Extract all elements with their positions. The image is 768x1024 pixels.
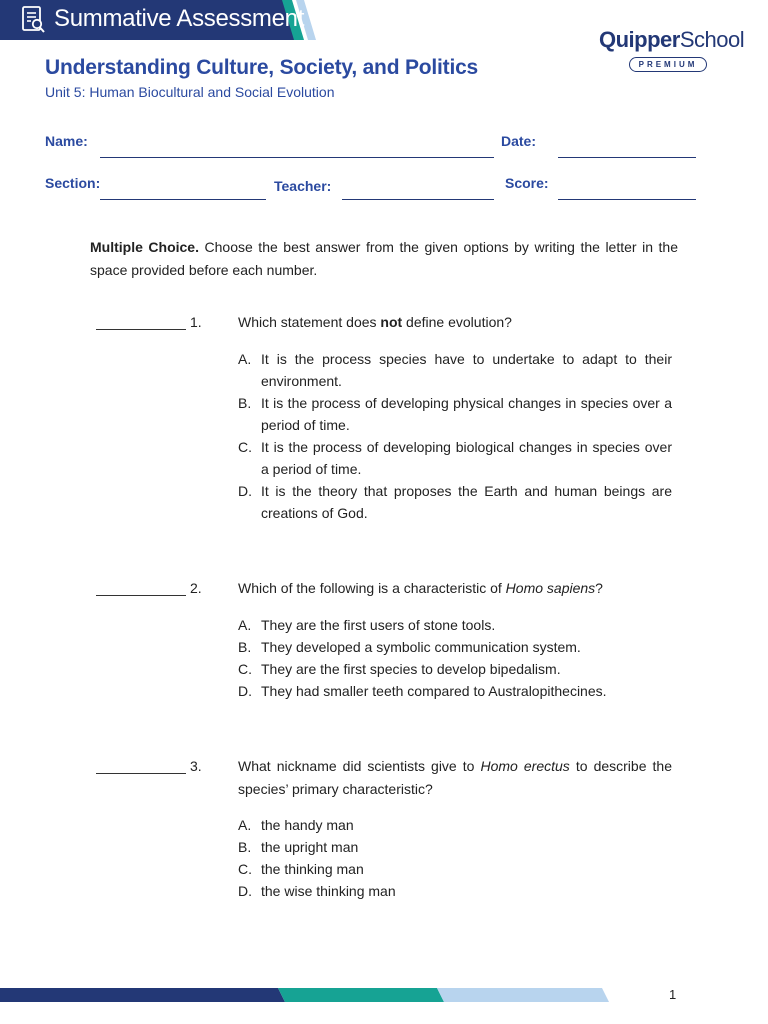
choice-text: the wise thinking man [261,883,396,899]
choice-letter: C. [238,861,252,877]
choice-letter: B. [238,395,252,411]
choice-letter: B. [238,639,252,655]
choice-letter: C. [238,661,252,677]
question-2-text-after: ? [595,580,603,596]
choice-1c [238,436,672,480]
assessment-document-icon [22,6,46,34]
choice-text: the handy man [261,817,354,833]
question-2-text-before: Which of the following is a characteristic of [238,580,506,596]
footer-bar-navy [0,988,285,1002]
choice-letter: D. [238,683,252,699]
score-label: Score: [505,175,549,191]
question-text-1 [238,311,672,334]
question-1-text-before: Which statement does [238,314,381,330]
choices-question-2 [238,614,672,702]
question-number-1: 1. [190,314,202,330]
quipper-school-logo [599,27,744,53]
choices-question-3 [238,814,672,902]
choice-3b [238,836,672,858]
choice-1d [238,480,672,524]
choice-letter: D. [238,483,252,499]
question-text-3 [238,755,672,801]
instructions-text: Choose the best answer from the given options by writing the letter in the space provided before each number. [90,239,678,278]
answer-blank-1[interactable] [96,329,186,330]
answer-blank-2[interactable] [96,595,186,596]
date-line [558,157,696,158]
teacher-line [342,199,494,200]
choices-question-1 [238,348,672,524]
question-number-2: 2. [190,580,202,596]
footer-bar-teal [278,988,444,1002]
choice-text: It is the process of developing biological changes in species over a period of time. [261,439,672,477]
question-3-emphasis: Homo erectus [480,758,570,774]
question-1-emphasis: not [380,314,403,330]
choice-text: It is the theory that proposes the Earth and human beings are creations of God. [261,483,672,521]
choice-3c [238,858,672,880]
footer-bar-light-blue [437,988,609,1002]
choice-text: the upright man [261,839,359,855]
choice-letter: A. [238,351,252,367]
logo-bold-text: Quipper [599,27,680,52]
question-2-emphasis: Homo sapiens [505,580,596,596]
question-3-text-before: What nickname did scientists give to [238,758,481,774]
choice-letter: D. [238,883,252,899]
question-text-2 [238,577,672,600]
page-number: 1 [669,987,677,1002]
choice-1b [238,392,672,436]
choice-text: They developed a symbolic communication system. [261,639,581,655]
choice-text: They had smaller teeth compared to Australopithecines. [261,683,607,699]
section-line [100,199,266,200]
premium-badge: PREMIUM [629,57,707,72]
banner-title: Summative Assessment [54,5,305,32]
name-label: Name: [45,133,88,149]
choice-2a [238,614,672,636]
question-3-text-after: to describe the species’ primary characteristic? [238,758,672,797]
instructions-heading: Multiple Choice. [90,239,199,255]
choice-text: They are the first species to develop bipedalism. [261,661,561,677]
document-subtitle: Unit 5: Human Biocultural and Social Evolution [45,84,335,100]
instructions [90,236,678,282]
name-line [100,157,494,158]
question-number-3: 3. [190,758,202,774]
choice-text: They are the first users of stone tools. [261,617,496,633]
score-line [558,199,696,200]
logo-rest-text: School [679,27,745,52]
choice-2d [238,680,672,702]
choice-2b [238,636,672,658]
choice-text: the thinking man [261,861,364,877]
date-label: Date: [501,133,537,149]
choice-letter: A. [238,617,252,633]
choice-letter: B. [238,839,252,855]
choice-letter: A. [238,817,252,833]
choice-2c [238,658,672,680]
answer-blank-3[interactable] [96,773,186,774]
teacher-label: Teacher: [274,178,332,194]
choice-text: It is the process of developing physical changes in species over a period of time. [261,395,672,433]
document-title: Understanding Culture, Society, and Politics [45,56,479,79]
choice-3d [238,880,672,902]
choice-3a [238,814,672,836]
choice-text: It is the process species have to undertake to adapt to their environment. [261,351,672,389]
question-1-text-after: define evolution? [402,314,512,330]
choice-letter: C. [238,439,252,455]
section-label: Section: [45,175,101,191]
choice-1a [238,348,672,392]
